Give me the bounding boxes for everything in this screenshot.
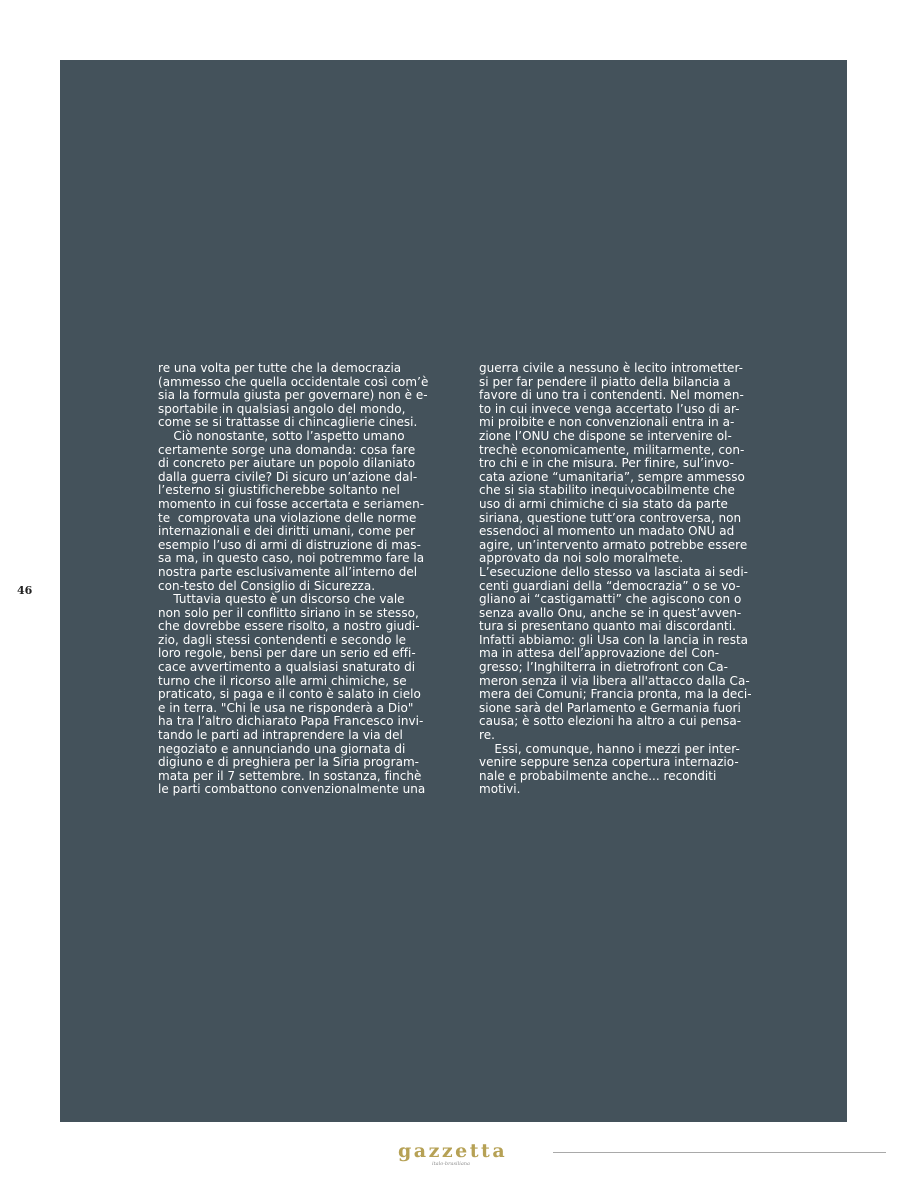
text-line: zione l’ONU che dispone se intervenire ol-: [479, 428, 732, 443]
article-column-right: [479, 362, 751, 797]
text-line: siriana, questione tutt’ora controversa, non: [479, 510, 742, 525]
text-line: uso di armi chimiche ci sia stato da parte: [479, 496, 728, 511]
text-line: digiuno e di preghiera per la Siria program-: [158, 755, 420, 770]
text-line: sione sarà del Parlamento e Germania fuori: [479, 700, 741, 715]
footer-rule: [553, 1152, 886, 1153]
text-line: agire, un’intervento armato potrebbe essere: [479, 537, 748, 552]
text-line: senza avallo Onu, anche se in quest’avven-: [479, 605, 742, 620]
text-line: ma in attesa dell’approvazione del Con-: [479, 646, 720, 661]
text-line: si per far pendere il piatto della bilancia a: [479, 374, 731, 389]
text-line: Tuttavia questo è un discorso che vale: [158, 592, 405, 607]
logo-wordmark: gazzetta: [398, 1140, 508, 1162]
text-line: gliano ai “castigamatti” che agiscono con o: [479, 592, 742, 607]
text-line: le parti combattono convenzionalmente una: [158, 782, 426, 797]
logo-tagline: italo-brasiliana: [432, 1161, 471, 1167]
text-line: guerra civile a nessuno è lecito intrometter-: [479, 361, 743, 375]
text-line: Ciò nonostante, sotto l’aspetto umano: [158, 428, 405, 443]
text-line: dalla guerra civile? Di sicuro un’azione dal-: [158, 469, 418, 484]
text-line: L’esecuzione dello stesso va lasciata ai sedi-: [479, 564, 749, 579]
text-line: con-testo del Consiglio di Sicurezza.: [158, 578, 376, 593]
text-line: esempio l’uso di armi di distruzione di mas-: [158, 537, 421, 552]
text-line: momento in cui fosse accertata e seriamen-: [158, 496, 425, 511]
text-line: (ammesso che quella occidentale così com’è: [158, 374, 429, 389]
text-line: come se si trattasse di chincaglierie cinesi.: [158, 415, 418, 430]
text-line: meron senza il via libera all'attacco dalla Ca-: [479, 673, 750, 688]
text-line: Essi, comunque, hanno i mezzi per inter-: [479, 741, 740, 756]
text-line: cata azione “umanitaria”, sempre ammesso: [479, 469, 745, 484]
text-line: internazionali e dei diritti umani, come per: [158, 524, 416, 539]
text-line: turno che il ricorso alle armi chimiche, se: [158, 673, 407, 688]
text-line: e in terra. "Chi le usa ne risponderà a Dio": [158, 700, 414, 715]
text-line: sportabile in qualsiasi angolo del mondo,: [158, 401, 406, 416]
footer-logo: [398, 1140, 510, 1170]
text-line: sa ma, in questo caso, noi potremmo fare la: [158, 551, 425, 566]
text-line: nale e probabilmente anche... reconditi: [479, 768, 717, 783]
text-line: ha tra l’altro dichiarato Papa Francesco invi-: [158, 714, 424, 729]
text-line: essendoci al momento un madato ONU ad: [479, 524, 735, 539]
page-number: 46: [17, 584, 33, 597]
text-line: certamente sorge una domanda: cosa fare: [158, 442, 416, 457]
text-line: non solo per il conflitto siriano in se stesso,: [158, 605, 419, 620]
text-line: centi guardiani della “democrazia” o se vo-: [479, 578, 741, 593]
article-column-left: [158, 362, 430, 797]
text-line: trechè economicamente, militarmente, con-: [479, 442, 745, 457]
text-line: gresso; l’Inghilterra in dietrofront con Ca-: [479, 660, 728, 675]
text-line: re.: [479, 728, 495, 743]
text-line: te comprovata una violazione delle norme: [158, 510, 417, 525]
text-line: l’esterno si giustificherebbe soltanto nel: [158, 483, 400, 498]
text-line: motivi.: [479, 782, 521, 797]
text-line: mi proibite e non convenzionali entra in a-: [479, 415, 735, 430]
text-line: to in cui invece venga accertato l’uso di ar-: [479, 401, 740, 416]
text-line: venire seppure senza copertura internazio-: [479, 755, 739, 770]
text-line: mera dei Comuni; Francia pronta, ma la deci-: [479, 687, 752, 702]
text-line: tando le parti ad intraprendere la via del: [158, 728, 403, 743]
text-line: tura si presentano quanto mai discordanti.: [479, 619, 736, 634]
text-line: Infatti abbiamo: gli Usa con la lancia in resta: [479, 632, 749, 647]
text-line: sia la formula giusta per governare) non è e-: [158, 388, 428, 403]
text-line: praticato, si paga e il conto è salato in cielo: [158, 687, 421, 702]
text-line: che si sia stabilito inequivocabilmente che: [479, 483, 735, 498]
text-line: approvato da noi solo moralmete.: [479, 551, 684, 566]
text-line: loro regole, bensì per dare un serio ed effi-: [158, 646, 416, 661]
text-line: tro chi e in che misura. Per finire, sul’invo-: [479, 456, 735, 471]
text-line: cace avvertimento a qualsiasi snaturato di: [158, 660, 416, 675]
text-line: negoziato e annunciando una giornata di: [158, 741, 406, 756]
text-line: favore di uno tra i contendenti. Nel momen-: [479, 388, 744, 403]
text-line: che dovrebbe essere risolto, a nostro giudi-: [158, 619, 420, 634]
text-line: zio, dagli stessi contendenti e secondo le: [158, 632, 407, 647]
text-line: re una volta per tutte che la democrazia: [158, 361, 402, 375]
text-line: causa; è sotto elezioni ha altro a cui pensa-: [479, 714, 742, 729]
text-line: di concreto per aiutare un popolo dilaniato: [158, 456, 416, 471]
text-line: nostra parte esclusivamente all’interno del: [158, 564, 418, 579]
text-line: mata per il 7 settembre. In sostanza, finchè: [158, 768, 422, 783]
